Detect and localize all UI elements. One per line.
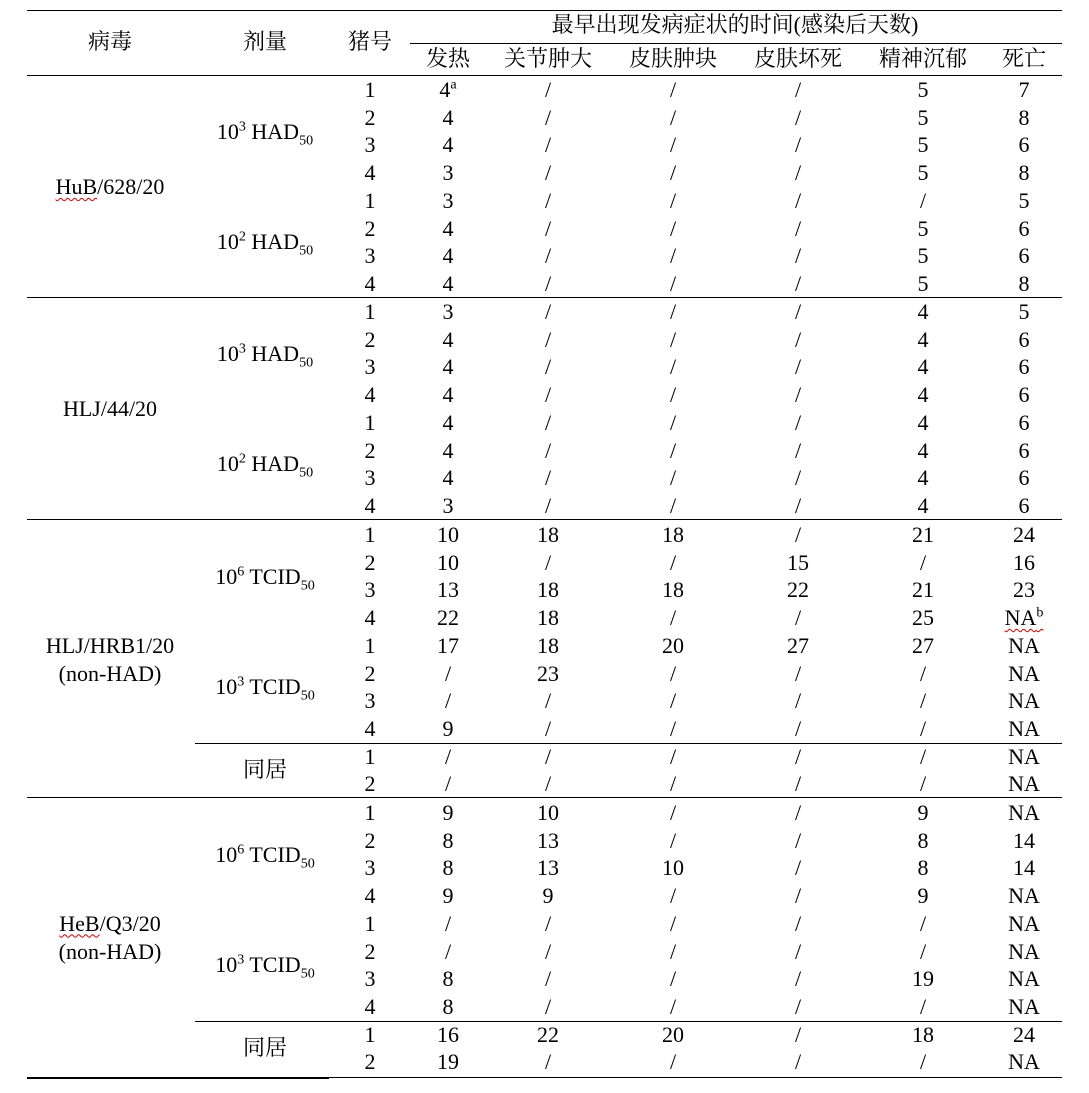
cell-skin-necrosis: / xyxy=(794,409,802,435)
cell-skin-lump: / xyxy=(669,437,677,463)
cell-skin-necrosis: / xyxy=(794,800,802,825)
bottom-rule-left xyxy=(27,1077,329,1079)
cell-skin-necrosis: / xyxy=(794,132,802,158)
cell-death: 23 xyxy=(1013,577,1035,603)
cell-joint-swelling: 9 xyxy=(542,883,554,909)
cell-fever: 10 xyxy=(437,549,459,575)
cell-fever: / xyxy=(444,688,452,714)
cell-skin-lump: 20 xyxy=(662,632,684,658)
cell-skin-necrosis: / xyxy=(794,1049,802,1075)
virus-name: HLJ/44/20 xyxy=(62,395,158,421)
cell-depression: / xyxy=(919,938,927,964)
cell-fever: 4 xyxy=(442,243,454,269)
cell-death: 6 xyxy=(1018,326,1030,352)
cell-death: 6 xyxy=(1018,354,1030,380)
cell-skin-necrosis: / xyxy=(794,993,802,1019)
cell-depression: 4 xyxy=(917,326,929,352)
cell-joint-swelling: 18 xyxy=(537,605,559,631)
cell-skin-necrosis: / xyxy=(794,187,802,213)
cell-joint-swelling: / xyxy=(544,966,552,992)
cell-fever: 13 xyxy=(437,577,459,603)
cell-death: 6 xyxy=(1018,132,1030,158)
cell-joint-swelling: / xyxy=(544,77,552,102)
cell-skin-necrosis: / xyxy=(794,354,802,380)
cell-fever: / xyxy=(444,910,452,936)
cell-skin-necrosis: / xyxy=(794,1021,802,1047)
cell-death: NA xyxy=(1008,910,1040,936)
cell-joint-swelling: / xyxy=(544,910,552,936)
cell-joint-swelling: / xyxy=(544,299,552,324)
cell-fever: 16 xyxy=(437,1021,459,1047)
cell-skin-lump: / xyxy=(669,354,677,380)
cell-joint-swelling: / xyxy=(544,993,552,1019)
cell-pig-no: 1 xyxy=(364,522,376,547)
cell-skin-necrosis: / xyxy=(794,715,802,741)
cell-skin-lump: / xyxy=(669,549,677,575)
cell-death: 6 xyxy=(1018,465,1030,491)
cell-pig-no: 2 xyxy=(364,1049,376,1075)
footnote-mark-a: a xyxy=(450,76,457,93)
cell-depression: 5 xyxy=(917,77,929,102)
cell-skin-lump: / xyxy=(669,938,677,964)
cell-depression: 4 xyxy=(917,382,929,408)
cell-skin-necrosis: 27 xyxy=(787,632,809,658)
cell-joint-swelling: 13 xyxy=(537,827,559,853)
cell-fever: 8 xyxy=(442,827,454,853)
cell-skin-necrosis: / xyxy=(794,326,802,352)
cell-death: 6 xyxy=(1018,215,1030,241)
cell-depression: 5 xyxy=(917,243,929,269)
cell-depression: 9 xyxy=(917,883,929,909)
cell-skin-lump: / xyxy=(669,771,677,797)
cell-skin-lump: / xyxy=(669,409,677,435)
cell-joint-swelling: / xyxy=(544,688,552,714)
cell-pig-no: 2 xyxy=(364,549,376,575)
cell-death: NA xyxy=(1008,800,1040,825)
cell-death: 6 xyxy=(1018,409,1030,435)
header-bottom-rule xyxy=(27,75,1062,76)
cell-joint-swelling: / xyxy=(544,409,552,435)
cell-death: 8 xyxy=(1018,270,1030,296)
cell-joint-swelling: 18 xyxy=(537,632,559,658)
cell-pig-no: 4 xyxy=(364,160,376,186)
cell-joint-swelling: / xyxy=(544,354,552,380)
cell-fever: 4 xyxy=(442,437,454,463)
cell-fever: 9 xyxy=(442,883,454,909)
cell-skin-necrosis: / xyxy=(794,855,802,881)
cell-death: NA xyxy=(1008,938,1040,964)
cell-fever: 3 xyxy=(442,187,454,213)
cell-skin-necrosis: / xyxy=(794,966,802,992)
cell-pig-no: 2 xyxy=(364,827,376,853)
cell-fever: 4 xyxy=(442,409,454,435)
dose-label: $10^3$ $TCID_{50}$ xyxy=(215,952,315,982)
cell-skin-lump: 20 xyxy=(662,1021,684,1047)
cell-fever: 4 xyxy=(442,104,454,130)
cell-depression: / xyxy=(919,688,927,714)
cell-pig-no: 4 xyxy=(364,715,376,741)
cell-joint-swelling: / xyxy=(544,187,552,213)
cell-death: 16 xyxy=(1013,549,1035,575)
cell-joint-swelling: / xyxy=(544,215,552,241)
cell-depression: / xyxy=(919,187,927,213)
cell-fever: 4 xyxy=(442,215,454,241)
cell-pig-no: 2 xyxy=(364,437,376,463)
cell-pig-no: 1 xyxy=(364,299,376,324)
cell-joint-swelling: / xyxy=(544,160,552,186)
cell-depression: 21 xyxy=(912,577,934,603)
cell-joint-swelling: 23 xyxy=(537,660,559,686)
cell-death: NA xyxy=(1008,993,1040,1019)
dose-label: $10^3$ $HAD_{50}$ xyxy=(216,340,314,370)
cell-skin-necrosis: / xyxy=(794,382,802,408)
cell-joint-swelling: 18 xyxy=(537,522,559,547)
cell-skin-lump: / xyxy=(669,270,677,296)
cell-depression: 5 xyxy=(917,160,929,186)
cell-skin-lump: / xyxy=(669,160,677,186)
virus-name: HeB/Q3/20 xyxy=(59,910,161,936)
top-rule xyxy=(27,10,1062,11)
cell-death: NA xyxy=(1008,966,1040,992)
group-rule xyxy=(27,297,1062,298)
cell-skin-lump: / xyxy=(669,883,677,909)
cell-depression: 4 xyxy=(917,299,929,324)
cell-death: 8 xyxy=(1018,160,1030,186)
cell-depression: 27 xyxy=(912,632,934,658)
cell-skin-necrosis: / xyxy=(794,938,802,964)
virus-name: (non-HAD) xyxy=(58,660,162,686)
cell-skin-lump: / xyxy=(669,382,677,408)
cell-pig-no: 1 xyxy=(364,743,376,769)
cell-death: 5 xyxy=(1018,299,1030,324)
cell-joint-swelling: / xyxy=(544,382,552,408)
cell-depression: 19 xyxy=(912,966,934,992)
cell-fever: / xyxy=(444,660,452,686)
cell-skin-necrosis: / xyxy=(794,437,802,463)
header-symptom-skin-lump: 皮肤肿块 xyxy=(628,46,718,71)
header-group-title: 最早出现发病症状的时间(感染后天数) xyxy=(551,12,919,37)
cell-pig-no: 2 xyxy=(364,104,376,130)
cell-skin-lump: 10 xyxy=(662,855,684,881)
cell-skin-lump: / xyxy=(669,132,677,158)
cell-death: 6 xyxy=(1018,243,1030,269)
cell-pig-no: 3 xyxy=(364,465,376,491)
cell-skin-necrosis: / xyxy=(794,215,802,241)
cell-pig-no: 3 xyxy=(364,855,376,881)
virus-name: HLJ/HRB1/20 xyxy=(45,632,175,658)
header-pig-no: 猪号 xyxy=(347,29,393,54)
cell-skin-necrosis: / xyxy=(794,771,802,797)
cell-pig-no: 3 xyxy=(364,966,376,992)
cell-skin-lump: / xyxy=(669,465,677,491)
cell-joint-swelling: / xyxy=(544,243,552,269)
cell-skin-lump: 18 xyxy=(662,522,684,547)
cell-pig-no: 4 xyxy=(364,605,376,631)
group-rule xyxy=(27,797,1062,798)
cell-depression: 4 xyxy=(917,409,929,435)
cell-death: 14 xyxy=(1013,827,1035,853)
cell-skin-necrosis: / xyxy=(794,660,802,686)
cell-skin-necrosis: / xyxy=(794,160,802,186)
virus-name: (non-HAD) xyxy=(58,938,162,964)
header-dose: 剂量 xyxy=(242,29,288,54)
dose-label: $10^6$ $TCID_{50}$ xyxy=(215,563,315,593)
cell-fever: 3 xyxy=(442,299,454,324)
cell-skin-lump: / xyxy=(669,715,677,741)
cell-joint-swelling: / xyxy=(544,715,552,741)
cell-pig-no: 1 xyxy=(364,632,376,658)
cell-death: 6 xyxy=(1018,382,1030,408)
cell-joint-swelling: / xyxy=(544,771,552,797)
cell-death: NA xyxy=(1008,743,1040,769)
cell-death: 6 xyxy=(1018,437,1030,463)
cell-skin-necrosis: 15 xyxy=(787,549,809,575)
cell-skin-lump: 18 xyxy=(662,577,684,603)
header-symptom-death: 死亡 xyxy=(1001,46,1047,71)
cell-fever: 3 xyxy=(442,492,454,518)
cell-death: 5 xyxy=(1018,187,1030,213)
cell-fever: 9 xyxy=(442,800,454,825)
header-symptom-depression: 精神沉郁 xyxy=(878,46,968,71)
cell-skin-necrosis: / xyxy=(794,605,802,631)
cohabitation-rule xyxy=(195,743,1062,744)
cell-skin-lump: / xyxy=(669,492,677,518)
footnote-mark-b: b xyxy=(1036,604,1044,621)
cell-skin-necrosis: / xyxy=(794,104,802,130)
cell-skin-lump: / xyxy=(669,966,677,992)
cell-pig-no: 4 xyxy=(364,270,376,296)
cell-depression: 4 xyxy=(917,465,929,491)
dose-label: $10^3$ $TCID_{50}$ xyxy=(215,674,315,704)
cell-skin-necrosis: / xyxy=(794,299,802,324)
dose-cohabitation: 同居 xyxy=(242,1035,288,1061)
header-virus: 病毒 xyxy=(87,29,133,54)
cell-depression: / xyxy=(919,771,927,797)
cell-pig-no: 3 xyxy=(364,354,376,380)
cell-fever: 4$^a$ xyxy=(439,76,457,102)
cell-skin-lump: / xyxy=(669,1049,677,1075)
cell-fever: 8 xyxy=(442,855,454,881)
cell-depression: / xyxy=(919,993,927,1019)
cell-pig-no: 1 xyxy=(364,800,376,825)
cell-fever: 22 xyxy=(437,605,459,631)
cell-pig-no: 3 xyxy=(364,132,376,158)
cell-skin-necrosis: / xyxy=(794,883,802,909)
dose-cohabitation: 同居 xyxy=(242,757,288,783)
cell-death: NA xyxy=(1008,632,1040,658)
cell-skin-lump: / xyxy=(669,605,677,631)
cell-skin-necrosis: / xyxy=(794,465,802,491)
cell-skin-necrosis: / xyxy=(794,492,802,518)
cell-depression: 18 xyxy=(912,1021,934,1047)
cell-depression: / xyxy=(919,910,927,936)
cell-death: 24 xyxy=(1013,1021,1035,1047)
cell-death: 7 xyxy=(1018,77,1030,102)
cell-skin-lump: / xyxy=(669,77,677,102)
cell-skin-necrosis: / xyxy=(794,77,802,102)
cell-skin-necrosis: / xyxy=(794,827,802,853)
cell-pig-no: 2 xyxy=(364,771,376,797)
cell-skin-lump: / xyxy=(669,326,677,352)
cell-skin-necrosis: / xyxy=(794,522,802,547)
cell-death: NA xyxy=(1008,883,1040,909)
cell-skin-lump: / xyxy=(669,800,677,825)
cell-skin-lump: / xyxy=(669,299,677,324)
cell-fever: 4 xyxy=(442,354,454,380)
cell-pig-no: 1 xyxy=(364,187,376,213)
cell-joint-swelling: / xyxy=(544,465,552,491)
cell-death: $NA^b$ xyxy=(1004,604,1044,631)
cell-joint-swelling: / xyxy=(544,270,552,296)
cell-fever: / xyxy=(444,938,452,964)
cell-depression: 5 xyxy=(917,132,929,158)
cell-death: 14 xyxy=(1013,855,1035,881)
cell-fever: 4 xyxy=(442,270,454,296)
cell-skin-lump: / xyxy=(669,243,677,269)
cell-skin-necrosis: / xyxy=(794,688,802,714)
cell-death: 24 xyxy=(1013,522,1035,547)
dose-label: $10^6$ $TCID_{50}$ xyxy=(215,841,315,871)
cell-depression: / xyxy=(919,549,927,575)
cell-joint-swelling: 13 xyxy=(537,855,559,881)
cell-pig-no: 1 xyxy=(364,77,376,102)
header-symptom-fever: 发热 xyxy=(425,46,471,71)
dose-label: $10^2$ $HAD_{50}$ xyxy=(216,451,314,481)
cell-skin-lump: / xyxy=(669,187,677,213)
cell-death: NA xyxy=(1008,688,1040,714)
cell-fever: 4 xyxy=(442,132,454,158)
cell-depression: 25 xyxy=(912,605,934,631)
cell-skin-necrosis: / xyxy=(794,270,802,296)
cell-skin-necrosis: / xyxy=(794,243,802,269)
cell-death: 6 xyxy=(1018,492,1030,518)
cell-depression: / xyxy=(919,715,927,741)
cell-skin-lump: / xyxy=(669,743,677,769)
cell-fever: 3 xyxy=(442,160,454,186)
header-group-rule xyxy=(410,43,1062,44)
cell-depression: 5 xyxy=(917,104,929,130)
cell-fever: / xyxy=(444,743,452,769)
cell-depression: 5 xyxy=(917,270,929,296)
cell-skin-lump: / xyxy=(669,827,677,853)
cell-depression: 4 xyxy=(917,354,929,380)
cell-skin-lump: / xyxy=(669,215,677,241)
cell-joint-swelling: / xyxy=(544,743,552,769)
cell-depression: 5 xyxy=(917,215,929,241)
cell-fever: 19 xyxy=(437,1049,459,1075)
cell-depression: 4 xyxy=(917,437,929,463)
cell-fever: 4 xyxy=(442,382,454,408)
cell-death: 8 xyxy=(1018,104,1030,130)
cell-skin-lump: / xyxy=(669,910,677,936)
cell-pig-no: 4 xyxy=(364,382,376,408)
cell-pig-no: 2 xyxy=(364,660,376,686)
cell-death: NA xyxy=(1008,771,1040,797)
header-symptom-joint-swelling: 关节肿大 xyxy=(503,46,593,71)
cell-pig-no: 4 xyxy=(364,492,376,518)
cell-joint-swelling: / xyxy=(544,326,552,352)
cell-joint-swelling: 18 xyxy=(537,577,559,603)
cell-fever: / xyxy=(444,771,452,797)
cell-pig-no: 1 xyxy=(364,1021,376,1047)
cell-joint-swelling: / xyxy=(544,492,552,518)
cell-fever: 9 xyxy=(442,715,454,741)
cell-pig-no: 4 xyxy=(364,993,376,1019)
cell-skin-lump: / xyxy=(669,660,677,686)
dose-label: $10^2$ $HAD_{50}$ xyxy=(216,229,314,259)
cell-joint-swelling: / xyxy=(544,132,552,158)
cell-pig-no: 1 xyxy=(364,910,376,936)
cell-depression: / xyxy=(919,743,927,769)
cell-fever: 10 xyxy=(437,522,459,547)
group-rule xyxy=(27,519,1062,520)
header-symptom-skin-necrosis: 皮肤坏死 xyxy=(753,46,843,71)
cell-pig-no: 3 xyxy=(364,243,376,269)
cell-fever: 8 xyxy=(442,993,454,1019)
cell-depression: 8 xyxy=(917,827,929,853)
cell-death: NA xyxy=(1008,715,1040,741)
cell-joint-swelling: / xyxy=(544,104,552,130)
cell-depression: 4 xyxy=(917,492,929,518)
cell-depression: 8 xyxy=(917,855,929,881)
cell-joint-swelling: 10 xyxy=(537,800,559,825)
bottom-rule-right xyxy=(329,1077,1062,1078)
cell-depression: 21 xyxy=(912,522,934,547)
cell-death: NA xyxy=(1008,1049,1040,1075)
cell-joint-swelling: / xyxy=(544,549,552,575)
cell-pig-no: 4 xyxy=(364,883,376,909)
cell-skin-lump: / xyxy=(669,993,677,1019)
cell-depression: 9 xyxy=(917,800,929,825)
cell-depression: / xyxy=(919,1049,927,1075)
cell-fever: 8 xyxy=(442,966,454,992)
virus-name: HuB/628/20 xyxy=(55,173,165,199)
cell-joint-swelling: / xyxy=(544,437,552,463)
cell-death: NA xyxy=(1008,660,1040,686)
cohabitation-rule xyxy=(195,1021,1062,1022)
dose-label: $10^3$ $HAD_{50}$ xyxy=(216,118,314,148)
cell-pig-no: 2 xyxy=(364,215,376,241)
cell-fever: 17 xyxy=(437,632,459,658)
cell-joint-swelling: / xyxy=(544,938,552,964)
cell-skin-necrosis: 22 xyxy=(787,577,809,603)
cell-skin-necrosis: / xyxy=(794,743,802,769)
cell-skin-lump: / xyxy=(669,104,677,130)
cell-skin-lump: / xyxy=(669,688,677,714)
cell-skin-necrosis: / xyxy=(794,910,802,936)
cell-fever: 4 xyxy=(442,326,454,352)
cell-pig-no: 3 xyxy=(364,688,376,714)
cell-pig-no: 2 xyxy=(364,938,376,964)
cell-fever: 4 xyxy=(442,465,454,491)
cell-depression: / xyxy=(919,660,927,686)
cell-pig-no: 3 xyxy=(364,577,376,603)
cell-pig-no: 1 xyxy=(364,409,376,435)
cell-pig-no: 2 xyxy=(364,326,376,352)
cell-joint-swelling: 22 xyxy=(537,1021,559,1047)
cell-joint-swelling: / xyxy=(544,1049,552,1075)
